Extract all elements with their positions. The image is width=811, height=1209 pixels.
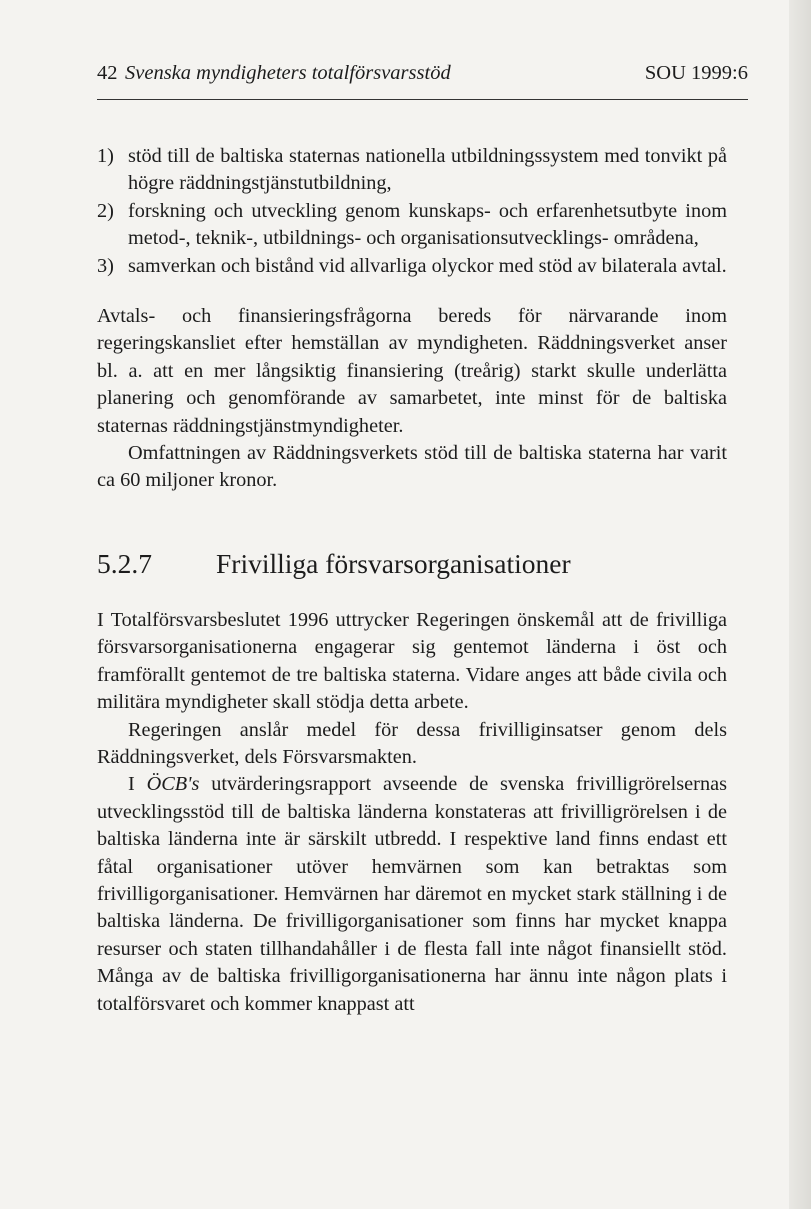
section-heading [97, 547, 727, 581]
abbreviation-ocb: ÖCB's [146, 773, 200, 796]
page-number: 42 [97, 62, 118, 84]
paragraph-lead: I [128, 773, 135, 796]
running-header [97, 58, 748, 88]
header-rule [97, 99, 748, 100]
numbered-list [97, 143, 727, 280]
page-body [97, 143, 727, 1018]
paragraph: I Totalförsvarsbeslutet 1996 uttrycker Regeringen önskemål att de frivilliga försvarsorganisationerna engagerar sig gentemot länderna i öst och framförallt gentemot de tre baltiska staterna. Vidare anges att både civila och militära myndigheter skall stödja detta arbete. [97, 608, 727, 714]
list-marker: 3) [97, 254, 114, 277]
paragraph-text: utvärderingsrapport avseende de svenska frivilligrörelsernas utvecklingsstöd till de baltiska länderna konstateras att frivilligrörelsen i de baltiska länderna inte är särskilt utbredd. I respektive land finns endast ett fåtal organisationer utöver hemvärnen som kan betraktas som frivilligorganisationer. Hemvärnen har däremot en mycket stark ställning i de baltiska länderna. De frivilligorganisationer som finns har mycket knappa resurser och staten tillhandahåller i de flesta fall inte något finansiellt stöd. Många av de baltiska frivilligorganisationerna har ännu inte någon plats i totalförsvaret och kommer knappast att [97, 773, 727, 1015]
section-title: Frivilliga försvarsorganisationer [216, 547, 571, 579]
document-reference: SOU 1999:6 [644, 62, 748, 84]
paragraph: Regeringen anslår medel för dessa frivilliginsatser genom dels Räddningsverket, dels Försvarsmakten. [97, 718, 727, 768]
list-item-text: forskning och utveckling genom kunskaps- och erfarenhetsutbyte inom metod-, teknik-, utbildnings- och organisationsutvecklings- områdena, [128, 199, 727, 250]
list-item [97, 143, 727, 198]
section-number: 5.2.7 [97, 547, 152, 579]
list-item-text: stöd till de baltiska staternas nationella utbildningssystem med tonvikt på högre räddningstjänstutbildning, [128, 145, 727, 195]
paragraph: Avtals- och finansieringsfrågorna bereds för närvarande inom regeringskansliet efter hemställan av myndigheten. Räddningsverket anser bl. a. att en mer långsiktig finansiering (treårig) starkt skulle underlätta planering och genomförande av samarbetet, inte minst för de baltiska staternas räddningstjänstmyndigheter. [97, 305, 727, 437]
running-title: Svenska myndigheters totalförsvarsstöd [125, 62, 451, 84]
page-edge [789, 0, 811, 1209]
list-item [97, 253, 727, 280]
list-item-text: samverkan och bistånd vid allvarliga olyckor med stöd av bilaterala avtal. [128, 254, 727, 277]
paragraph [97, 771, 727, 1018]
list-marker: 2) [97, 199, 114, 222]
list-item [97, 198, 727, 253]
list-marker: 1) [97, 145, 114, 167]
paragraph: Omfattningen av Räddningsverkets stöd till de baltiska staterna har varit ca 60 miljoner kronor. [97, 442, 727, 492]
